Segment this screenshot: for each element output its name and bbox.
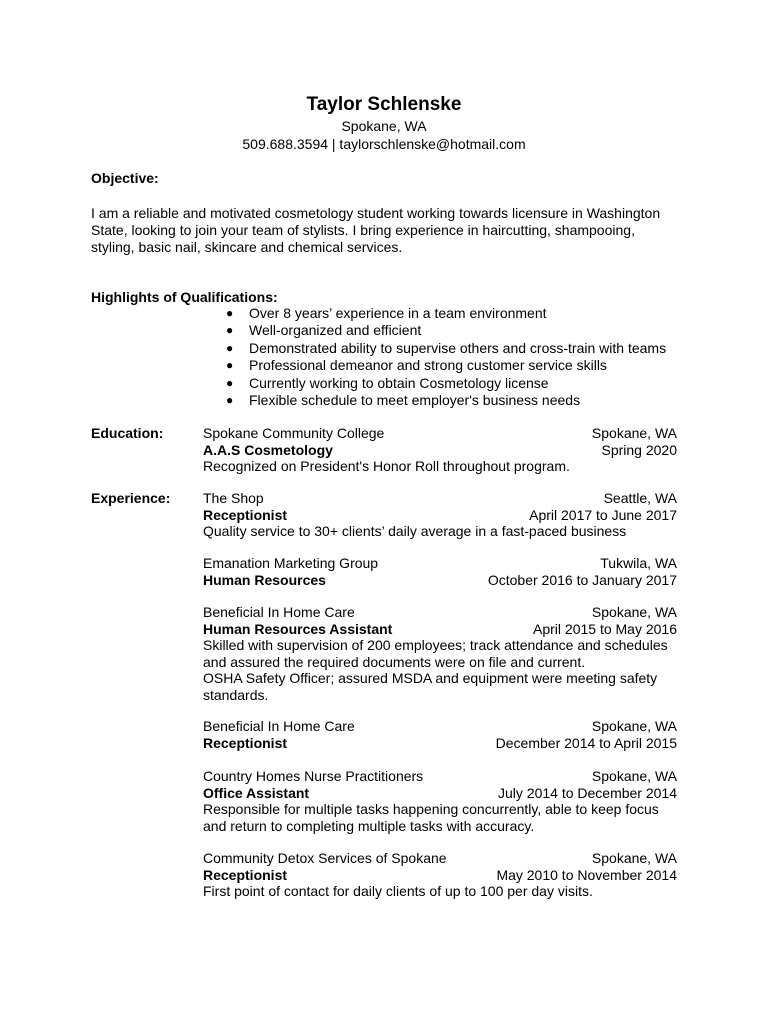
candidate-name: Taylor Schlenske	[306, 94, 462, 115]
list-item	[220, 340, 666, 357]
list-item	[220, 322, 666, 339]
highlight-text: Demonstrated ability to supervise others and cross-train with teams	[249, 339, 667, 356]
candidate-contact: 509.688.3594 | taylorschlenske@hotmail.com	[242, 136, 526, 152]
job-title: Human Resources Assistant	[203, 620, 393, 637]
bullet-icon: ●	[226, 375, 234, 390]
job-description: OSHA Safety Officer; assured MSDA and equipment were meeting safety	[203, 670, 658, 686]
bullet-icon: ●	[226, 358, 234, 373]
job-entry	[203, 850, 677, 900]
job-company: Community Detox Services of Spokane	[203, 850, 447, 866]
highlight-text: Professional demeanor and strong customer service skills	[249, 357, 607, 374]
job-dates: May 2010 to November 2014	[496, 866, 677, 883]
job-description: Skilled with supervision of 200 employees; track attendance and schedules	[203, 637, 668, 653]
bullet-icon: ●	[226, 306, 234, 320]
degree-name: A.A.S Cosmetology	[203, 441, 333, 458]
objective-text: I am a reliable and motivated cosmetology student working towards licensure in Washington State, looking to join your team of stylists. I bring experience in haircutting, shampooing, styling, basic nail, skincare and chemical services.	[91, 205, 661, 255]
candidate-location: Spokane, WA	[341, 118, 427, 134]
job-title: Receptionist	[203, 734, 288, 751]
job-dates: December 2014 to April 2015	[495, 734, 677, 751]
job-location: Tukwila, WA	[600, 555, 677, 571]
job-dates: April 2017 to June 2017	[529, 506, 677, 523]
job-dates: October 2016 to January 2017	[487, 571, 677, 588]
job-dates: April 2015 to May 2016	[533, 620, 677, 637]
list-item	[220, 392, 666, 409]
job-title: Receptionist	[203, 506, 288, 523]
job-entry	[203, 604, 677, 703]
job-location: Spokane, WA	[591, 768, 677, 784]
highlight-text: Well-organized and efficient	[249, 322, 422, 339]
job-company: Beneficial In Home Care	[203, 718, 355, 734]
job-location: Seattle, WA	[603, 490, 677, 506]
job-location: Spokane, WA	[591, 718, 677, 734]
job-location: Spokane, WA	[591, 850, 677, 866]
job-dates: July 2014 to December 2014	[498, 784, 677, 801]
job-company: Country Homes Nurse Practitioners	[203, 768, 424, 784]
education-entry	[203, 425, 677, 475]
job-location: Spokane, WA	[591, 604, 677, 620]
list-item	[220, 357, 666, 374]
bullet-icon: ●	[226, 340, 234, 355]
education-heading: Education:	[91, 425, 164, 441]
job-description: and return to completing multiple tasks with accuracy.	[203, 817, 535, 834]
resume-header	[0, 93, 768, 153]
job-description: and assured the required documents were on file and current.	[203, 653, 586, 670]
job-description: standards.	[203, 686, 269, 703]
highlights-heading: Highlights of Qualifications:	[91, 289, 278, 305]
objective-heading: Objective:	[91, 170, 159, 186]
job-entry	[203, 490, 677, 540]
experience-heading: Experience:	[91, 490, 171, 506]
job-company: The Shop	[203, 490, 264, 506]
highlight-text: Over 8 years’ experience in a team environment	[249, 305, 547, 321]
degree-date: Spring 2020	[601, 441, 677, 458]
job-description: Responsible for multiple tasks happening concurrently, able to keep focus	[203, 801, 659, 817]
highlights-list	[220, 305, 666, 409]
job-company: Emanation Marketing Group	[203, 555, 379, 571]
school-name: Spokane Community College	[203, 425, 385, 441]
list-item	[220, 305, 666, 322]
bullet-icon: ●	[226, 323, 234, 338]
list-item	[220, 375, 666, 392]
highlight-text: Flexible schedule to meet employer's business needs	[249, 392, 581, 409]
job-title: Office Assistant	[203, 784, 310, 801]
school-location: Spokane, WA	[591, 425, 677, 441]
job-title: Receptionist	[203, 866, 288, 883]
job-company: Beneficial In Home Care	[203, 604, 355, 620]
job-title: Human Resources	[203, 571, 326, 588]
job-entry	[203, 555, 677, 588]
job-entry	[203, 718, 677, 751]
bullet-icon: ●	[226, 393, 234, 408]
highlight-text: Currently working to obtain Cosmetology license	[249, 374, 549, 391]
job-description: First point of contact for daily clients of up to 100 per day visits.	[203, 883, 593, 899]
education-note: Recognized on President's Honor Roll throughout program.	[203, 458, 570, 474]
job-description: Quality service to 30+ clients’ daily average in a fast-paced business	[203, 523, 627, 539]
job-entry	[203, 768, 677, 834]
